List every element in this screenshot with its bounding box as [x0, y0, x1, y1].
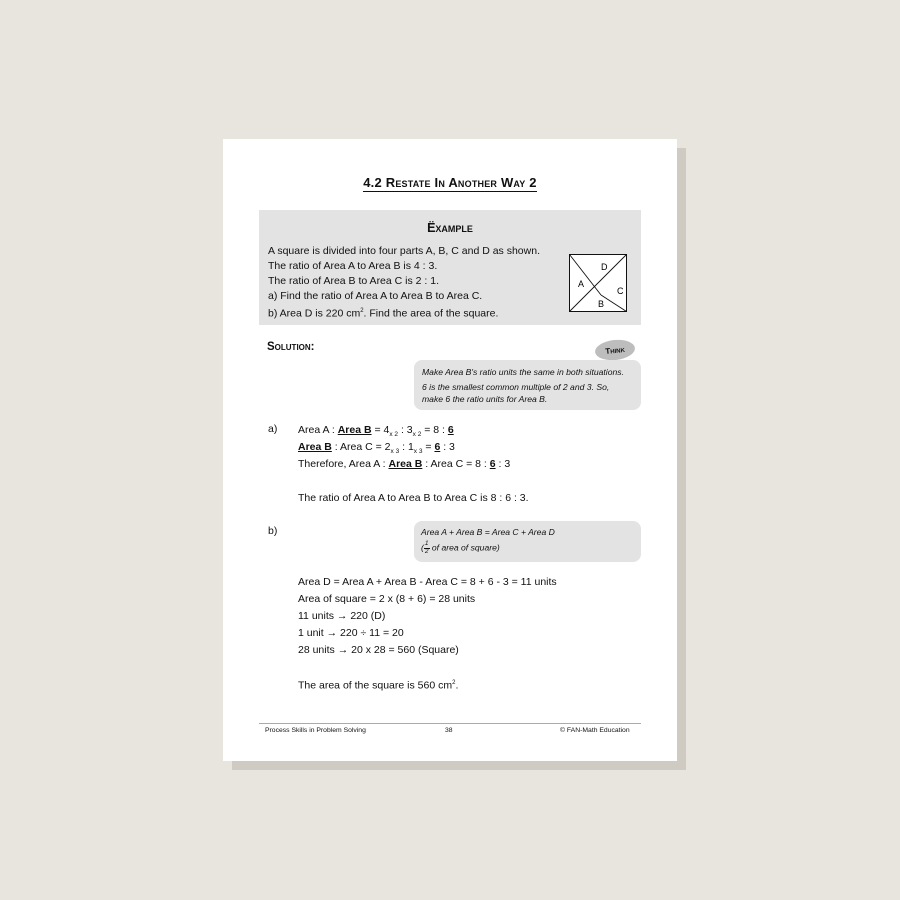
part-a-row-3: Therefore, Area A : Area B : Area C = 8 : 6 : 3	[298, 458, 511, 470]
think-badge: Think	[594, 338, 636, 362]
think-hint-box	[414, 360, 641, 410]
part-a-row-1: Area A : Area $B = 4_{x 2}$ : $3_{x 2} = 8$ : 6	[298, 424, 454, 438]
footer-left: Process Skills in Problem Solving	[265, 727, 366, 734]
think-line-2: 6 is the smallest common multiple of 2 and 3. So,	[422, 382, 610, 392]
part-b-line-3: 11 units → 220 (D)	[298, 610, 386, 622]
example-line-3: The ratio of Area B to Area C is 2 : 1.	[268, 275, 440, 287]
part-a-label: a)	[268, 423, 278, 435]
part-b-answer: The area of the square is 560 $cm^2$.	[298, 679, 459, 692]
part-b-note-box	[414, 521, 641, 562]
part-b-line-5: 28 units → 20 x 28 = 560 (Square)	[298, 644, 459, 656]
diagram-label-a: A	[578, 279, 585, 289]
note-line-2: ( $\frac{1}{2}$ of area of square)	[421, 540, 500, 555]
square-diagram	[569, 254, 627, 312]
diagram-label-d: D	[601, 262, 608, 272]
part-b-line-4: 1 unit → 220 ÷ 11 = 20	[298, 627, 404, 639]
part-a-answer: The ratio of Area A to Area B to Area C is 8 : 6 : 3.	[298, 492, 529, 504]
part-a-row-2: Area B : Area $C = 2_{x 3}$ : $1_{x 3} = 6$ : 3	[298, 441, 455, 455]
worksheet-page	[223, 139, 677, 761]
part-b-label: b)	[268, 525, 278, 537]
example-line-4: a) Find the ratio of Area A to Area B to Area C.	[268, 290, 483, 302]
half-fraction: $\frac{1}{2}$	[424, 540, 429, 555]
think-line-1: Make Area B's ratio units the same in both situations.	[422, 367, 624, 377]
example-line-2: The ratio of Area A to Area B is 4 : 3.	[268, 260, 438, 272]
footer-rule	[259, 723, 641, 724]
diagram-label-b: B	[598, 299, 605, 309]
diagram-label-c: C	[617, 286, 624, 296]
think-line-3: make 6 the ratio units for Area B.	[422, 394, 548, 404]
footer-right: © FAN-Math Education	[560, 727, 630, 734]
part-b-line-1: Area D = Area A + Area B - Area C = 8 + 6 - 3 = 11 units	[298, 576, 557, 588]
note-line-1: Area A + Area B = Area C + Area D	[421, 527, 555, 537]
example-line-1: A square is divided into four parts A, B, C and D as shown.	[268, 245, 540, 257]
example-box	[259, 210, 641, 325]
example-heading: Ëxample	[427, 221, 473, 235]
page-number: 38	[445, 727, 453, 734]
example-line-5: b) Area D is 220 $cm^2$. Find the area of the square.	[268, 307, 499, 320]
part-b-line-2: Area of square = 2 x (8 + 6) = 28 units	[298, 593, 476, 605]
solution-heading: Solution:	[267, 341, 315, 353]
section-title: 4.2 Restate In Another Way 2	[363, 175, 537, 190]
